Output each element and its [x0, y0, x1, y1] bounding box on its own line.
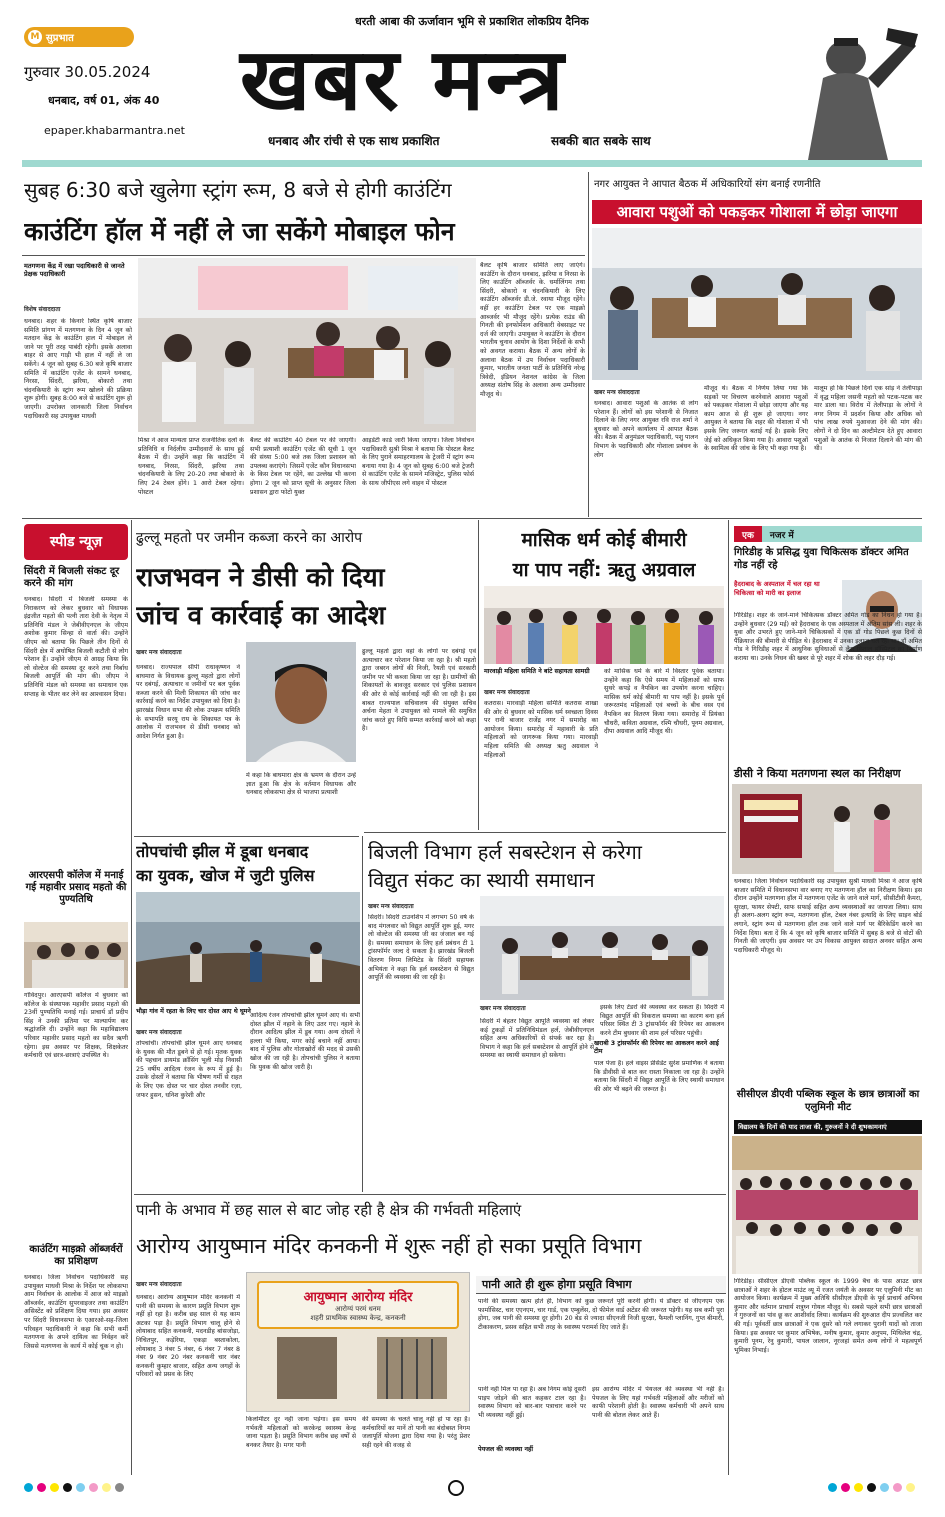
kankani-byline: खबर मन्त्र संवाददाता	[136, 1281, 182, 1288]
speed-h3: काउंटिंग माइक्रो ऑब्जर्वरों का प्रशिक्षण	[29, 1244, 123, 1267]
topchanchi-caption: भौड़ा गांव में रहता के लिए चार दोस्त आए थे घूमने	[136, 1008, 251, 1015]
bijli-col-2: सिंदरी में बेहतर विद्युत आपूर्ति व्यवस्था को लेकर कई टुकड़ों में प्रतिनिधिमंडल हर्ल, जेबीवीएनएल सहित अन्य अधिकारियों से संपर्क कर रहा है। विभाग ने कहा कि हर्ल सबस्टेशन से आपूर्ति होने से समस्या का स्थायी समाधान हो सकेगा।	[480, 1018, 594, 1060]
kankani-sub-headline: पानी आते ही शुरू होगा प्रसूति विभाग	[476, 1276, 726, 1294]
bijli-col-4: इसके लिए टेंडरों की व्यवस्था कर सकता है। सिंदरी में विद्युत आपूर्ति की विकराल समस्या का कारण बना हर्ल परिसर स्थित टी 3 ट्रांसफॉर्मर की रिपेयर का आकलन करने टीम बुधवार की शाम हर्ल परिसर पहुंची।	[600, 1004, 724, 1037]
right-kicker: नगर आयुक्त ने आपात बैठक में अधिकारियों संग बनाई रणनीति	[594, 179, 821, 190]
kankani-col-6: इस आरोग्य मंदिर में पेयजल की व्यवस्था भी नहीं है। पेयजल के लिए यहां गर्भवती महिलाओं और मरीजों को काफी परेशानी होती है। स्वास्थ्य कर्मचारी भी अपने साथ पानी की बोतल लेकर आते हैं।	[592, 1386, 724, 1419]
sign-line: शहरी प्राथमिक स्वास्थ्य केन्द्र, कनकनी	[310, 1314, 406, 1322]
masik-byline: खबर मन्त्र संवाददाता	[484, 689, 530, 696]
right-col-3: मालूम हो कि पिछले दिनों एक सांड़ ने तेलीपाड़ा में वृद्ध महिला जसनी महतो को पटक-पटक कर मार डाला था। विरोध में तेलीपाड़ा के लोगों ने नगर निगम में प्रदर्शन किया और अधिक को पांच लाख रुपये मुआवजा देने की मांग की। लोगों ने दो दिन का अल्टीमेटम देते हुए आवारा पशुओं के आतंक से निजात दिलाने की मांग की थी।	[814, 385, 922, 453]
kankani-kicker: पानी के अभाव में छह साल से बाट जोह रही है क्षेत्र की गर्भवती महिलाएं	[136, 1201, 522, 1219]
masik-photo-group	[484, 586, 724, 664]
giridih-headline: गिरिडीह के प्रसिद्ध युवा चिकित्सक डॉक्टर अमित गोड नहीं रहे	[734, 547, 909, 571]
lead-headline: काउंटिंग हॉल में नहीं ले जा सकेंगे मोबाइल फोन	[24, 217, 455, 246]
speed-h1: सिंदरी में बिजली संकट दूर करने की मांग	[24, 566, 120, 589]
tagline-top: धरती आबा की ऊर्जावान भूमि से प्रकाशित लोकप्रिय दैनिक	[355, 15, 589, 28]
rajbhavan-col-3: ढुल्लू महतो द्वारा वहां के लोगों पर दबंगई एवं अत्याचार कर परेशान किया जा रहा है। श्री महतो द्वारा जबरन लोगों की निजी, रैयती एवं सरकारी जमीन पर भी कब्जा किया जा रहा है। ग्रामीणों की शिकायतों के बावजूद सरकार एवं पुलिस प्रशासन की ओर से कोई कार्रवाई नहीं की जा रही है। इस बाबत राज्यपाल सचिवालय की संयुक्त सचिव अर्चना मेहता ने उपायुक्त को मामले की समुचित जांच करते हुए विधि सम्मत कार्रवाई करने को कहा है।	[362, 648, 476, 733]
speed-news-badge: स्पीड न्यूज़	[24, 524, 128, 560]
tag-a: एक	[734, 526, 762, 542]
topchanchi-col-2: आदित्य रंजन तोपचांची झील घूमने आए थे। सभी दोस्त झील में नहाने के लिए उतर गए। नहाने के दौरान आदित्य झील में डूब गया। अन्य दोस्तों ने हल्ला भी किया, मगर कोई बचाने नहीं आया। बाद में पुलिस और गोताखोरों की मदद से उसकी खोज की जा रही है। तोपचांची पुलिस ने बताया कि युवक की खोज जारी है।	[250, 1012, 360, 1071]
rajbhavan-byline: खबर मन्त्र संवाददाता	[136, 649, 182, 656]
topchanchi-lake-photo	[136, 892, 360, 1004]
right-photo-meeting	[592, 228, 922, 380]
dav-col: गिरिडीह। सीसीएल डीएवी पब्लिक स्कूल के 1999 बैच के पास आउट छात्र छात्राओं ने शहर के होटल माउंट व्यू में रजत जयंती के अवसर पर एलुमिनी मीट का आयोजन किया। कार्यक्रम में मुख्य अतिथि सीसीएल डीएवी के पूर्व प्राचार्य अभिनव कुमार और वर्तमान प्राचार्य शत्रुघ्न गोयल मौजूद थे। सबसे पहले सभी छात्र छात्राओं ने गुरुजनों का पांव छू कर आशीर्वाद लिया। कार्यक्रम की शुरुआत दीप प्रज्वलित कर की गई। पूर्ववर्ती छात्र छात्राओं ने एक दूसरे को गले लगाकर पुरानी यादों को ताजा किया। इस अवसर पर कुमार अभिषेक, मनीष कुमार, कुमार अनुपम, मिथिलेश चंद्र, कुमारी पूनम, रेनु कुमारी, पायल जालान, नूरजहां समेत अन्य लोगों ने महत्वपूर्ण भूमिका निभाई।	[734, 1278, 922, 1354]
kankani-col-4: पानी की समस्या खत्म होते ही, विभाग को कुछ जरूरतें पूरी करनी होंगी। ये डॉक्टर से जीएनएम एक फार्मासिस्ट, चार एएनएम, चार गार्ड, एक एम्बुलेंस, दो फीमेल वार्ड अटेंडर की जरूरत पड़ेगी। यह सब कमी पूरा होगा, जब पानी की समस्या दूर होगी। 20 बेड से ज्यादा सीएनजी निजी सुरक्षा, फैमली प्लानिंग, गुप्त बीमारी, टीकाकरण, प्रसव सहित सभी तरह के स्वास्थ्य परामर्श दिए जाते हैं।	[478, 1298, 724, 1331]
speed-h2: आरएसपी कॉलेज में मनाई गई महावीर प्रसाद महतो की पुण्यतिथि	[25, 870, 127, 905]
masthead-rule	[22, 160, 922, 167]
ek-nazar-tag	[734, 526, 922, 542]
bijli-headline-2: विद्युत संकट का स्थायी समाधान	[368, 868, 595, 892]
m-logo-icon: M	[28, 30, 42, 44]
speed-photo-tribute	[24, 922, 128, 988]
topchanchi-byline: खबर मन्त्र संवाददाता	[136, 1029, 182, 1036]
kankani-col-1: धनबाद। आरोग्य आयुष्मान मंदिर कनकनी में पानी की समस्या के कारण प्रसूति विभाग शुरू नहीं हो रहा है। करीब छह साल से यह काम अटका पड़ा है। प्रसूति विभाग चालू होने से लोयाबाद सहित कनकनी, मदनडीह बांसजोड़ा, निचितपुर, कड़ेरिया, एकड़ा बस्ताकोला, लोयाबाद 3 नंबर 5 नंबर, 6 नंबर 7 नंबर 8 नंबर 9 नंबर 20 नंबर कनकनी चार नंबर कनकनी कुम्हार बाजार, सहित अन्य जगहों के परिवारों को प्रसव के लिए	[136, 1294, 240, 1379]
dc-col: धनबाद। जिला निर्वाचन पदाधिकारी सह उपायुक्त सुश्री माधवी मिश्रा ने आज कृषि बाजार समिति में विधानसभा वार बनाए गए मतगणना हॉल का निरीक्षण किया। इस दौरान उन्होंने मतगणना हॉल में मतगणना एजेंट के जाने वाले मार्ग, सीसीटीवी कैमरा, सुरक्षा, फायर सेफ्टी, साफ सफाई सहित अन्य व्यवस्थाओं का जायजा लिया। साथ ही अलग-अलग स्ट्रांग रूम, मतगणना हॉल, टेबल नंबर इत्यादि के लिए साइन बोर्ड लगाने, स्ट्रांग रूम से मतगणना हॉल तक जाने वाले मार्ग पर बैरिकेडिंग करने का निर्देश दिया। बता दें कि 4 जून को कृषि बाजार समिति में सुबह 8 बजे से वोटों की गिनती की जाएगी। इस अवसर पर उप विकास आयुक्त सादात अनवर सहित अन्य पदाधिकारी मौजूद थे।	[734, 878, 922, 954]
bijli-photo-caption: खबर मन्त्र संवाददाता	[480, 1005, 526, 1012]
dav-headline: सीसीएल डीएवी पब्लिक स्कूल के छात्र छात्राओं का एलुमिनी मीट	[736, 1089, 920, 1113]
rule	[134, 1194, 726, 1195]
topchanchi-headline-1: तोपचांची झील में डूबा धनबाद	[136, 842, 309, 861]
rule	[362, 836, 363, 1192]
speed-t2: गोविंदपुर। आरएसपी कॉलेज में बुधवार को कॉलेज के संस्थापक महावीर प्रसाद महतो की 23वीं पुण्यतिथि मनाई गई। प्राचार्य डॉ प्रदीप सिंह ने उनकी प्रतिमा पर माल्यार्पण कर श्रद्धांजलि दी। उन्होंने कहा कि महाविद्यालय परिवार महावीर प्रसाद महतो का सदैव ऋणी रहेगा। इस अवसर पर शिक्षक, शिक्षकेतर कर्मचारी एवं छात्र-छात्राएं उपस्थित थे।	[24, 992, 128, 1060]
sign-title: आयुष्मान आरोग्य मंदिर	[303, 1290, 413, 1305]
registration-dots-left	[24, 1483, 124, 1492]
bijli-col-1: सिंदरी। सिंदरी टाउनशिप में लगभग 50 वर्ष के बाद मंगलवार को विद्युत आपूर्ति शुरू हुई, मगर लो वोल्टेज की समस्या जी का जंजाल बन गई है। समस्या समाधान के लिए हर्ल प्रबंधन टी 1 ट्रांसफॉर्मर जल्द दे सकता है। झारखंड बिजली वितरण निगम लिमिटेड के सिंदरी सहायक अभियंता ने कहा कि हर्ल सबस्टेशन से विद्युत आपूर्ति की व्यवस्था की जा रही है।	[368, 914, 474, 982]
masik-col-2: को मासिक धर्म के बारे में विस्तार पूर्वक बताया। उन्होंने कहा कि ऐसे समय में महिलाओं को साफ सुथरे कपड़े व नैपकिन का उपयोग करना चाहिए। मासिक धर्म कोई बीमारी या पाप नहीं है। इसके पूर्व जरूरतमंद महिलाओं एवं बच्चों के बीच वस्त्र एवं नैपकिन का वितरण किया गया। समारोह में प्रियंका चौधरी, कविता अग्रवाल, रश्मि चौधरी, पूनम अग्रवाल, दीपा अग्रवाल आदि मौजूद थी।	[604, 668, 724, 736]
slogan: सबकी बात सबके साथ	[551, 134, 651, 148]
tag-b: नजर में	[762, 526, 922, 542]
issue-date: गुरुवार 30.05.2024	[24, 63, 151, 81]
speed-t1: धनबाद। सिंदरी में बिजली समस्या के निराकरण को लेकर बुधवार को विधायक इंद्रजीत महतो की पत्नी तारा देवी के नेतृत्व में प्रतिनिधि मंडल ने जेबीवीएनएल के जीएम अशोक कुमार सिन्हा से वार्ता की। उन्होंने जीएम को बताया कि पिछले तीन दिनों से सिंदरी क्षेत्र में अघोषित बिजली कटौती से लोग परेशान हैं। उन्होंने जीएम से आग्रह किया कि लो वोल्टेज की समस्या दूर करने तथा निर्बाध बिजली आपूर्ति की मांग की। जीएम ने प्रतिनिधि मंडल को समस्या का समाधान एक सप्ताह के भीतर कर लेने का आश्वासन दिया।	[24, 596, 128, 698]
lead-col-4: आइडेंटी कार्ड जारी किया जाएगा। जिला निर्वाचन पदाधिकारी सुश्री मिश्रा ने बताया कि पोस्टल बैलट के लिए पुराने समाहरणालय के ट्रेजरी में स्ट्रांग रूम बनाया गया है। 4 जून को सुबह 6:00 बजे ट्रेजरी से काउंटिंग एजेंट के सामने मजिस्ट्रेट, पुलिस फोर्स के साथ जीपीएस लगे वाहन में पोस्टल	[362, 437, 474, 487]
right-col-1: धनबाद। आवारा पशुओं के आतंक से लोग परेशान हैं। लोगों को इस परेशानी से निजात दिलाने के लिए नगर आयुक्त रवि राज शर्मा ने बुधवार को अपने कार्यालय में आपात बैठक की। बैठक में अनुमंडल पदाधिकारी, पशु पालन विभाग के पदाधिकारी और गोशाला प्रबंधन के लोग	[594, 400, 698, 459]
rajbhavan-col-2: में कहा कि बाघमारा क्षेत्र के भ्रमण के दौरान उन्हें ज्ञात हुआ कि क्षेत्र के वर्तमान विधायक और धनबाद लोकसभा क्षेत्र से भाजपा प्रत्याशी	[246, 772, 356, 797]
lead-col-1: धनबाद। शहर के किनारे स्थित कृषि बाजार समिति प्रांगण में मतगणना के दिन 4 जून को मतदान केंद्र के काउंटिंग हाल में मोबाइल ले जाने पर पूरी तरह पाबंदी रहेगी। इसके अलावा बाहर से आए गाड़ी भी हाल में नहीं ले जा सकेंगे। 4 जून को सुबह 6.30 बजे कृषि बाजार समिति में काउंटिंग एजेंट के सामने धनबाद, निरसा, सिंदरी, झरिया, बोकारो तथा चंदनकियारी के स्ट्रांग रूम खोलने की प्रक्रिया शुरू होगी। सुबह 8:00 बजे से काउंटिंग शुरू हो जाएगी। उपरोक्त जानकारी जिला निर्वाचन पदाधिकारी सह उपायुक्त माधवी	[24, 318, 132, 420]
dav-caption: विद्यालय के दिनों की याद ताजा की, गुरुजनों ने दी शुभकामनाएं	[734, 1120, 922, 1134]
rule	[588, 172, 589, 517]
rule	[728, 520, 729, 1475]
bijli-headline-1: बिजली विभाग हर्ल सबस्टेशन से करेगा	[368, 840, 642, 864]
lead-byline: विशेष संवाददाता	[24, 306, 61, 313]
rule	[131, 520, 132, 1475]
rule	[22, 518, 922, 519]
masik-headline-2: या पाप नहीं: ऋतु अग्रवाल	[512, 559, 696, 581]
kankani-sign-photo	[246, 1272, 470, 1412]
bijli-caption-2: खराबी 3 ट्रांसफॉर्मर की रिपेयर का आकलन करने आई टीम	[594, 1040, 719, 1055]
brand-tag: सुप्रभात	[46, 33, 74, 44]
giridih-col: गिरिडीह। शहर के जाने-माने चिकित्सक डॉक्टर अमित गोड का निधन हो गया है। उन्होंने बुधवार (29 मई) को हैदराबाद के एक अस्पताल में अंतिम सांस ली। शहर के युवा और उभरते हुए जाने-माने चिकित्सकों में एक डॉ गोड पिछले कुछ दिनों से पैंक्रियाज की बीमारी से पीड़ित थे। हैदराबाद में उनका इलाज चल रहा था। डॉ अमित गोड ने गिरिडीह शहर में आधुनिक सुविधाओं से लैस विशाल हॉस्पिटल का निर्माण कराया था। उनके निधन की खबर से पूरे शहर में शोक की लहर दौड़ गई।	[734, 612, 922, 662]
dc-inspection-photo	[732, 784, 922, 874]
bijli-byline: खबर मन्त्र संवाददाता	[368, 903, 414, 910]
right-byline: खबर मन्त्र संवाददाता	[594, 389, 640, 396]
kankani-col-5: पानी नहीं मिल पा रहा है। अब निगम कोई दूसरी पाइप जोड़ने की बात कहकर टाल रहा है। स्वास्थ्य विभाग को बार-बार पत्राचार करने पर भी व्यवस्था नहीं हुई।	[478, 1386, 586, 1419]
right-col-2: मौजूद थे। बैठक में निर्णय लिया गया कि सड़कों पर विचरण करनेवाले आवारा पशुओं को पकड़कर गोशाला में छोड़ा जाएगा और यह काम आज से ही शुरू हो जाएगा। नगर आयुक्त ने बताया कि शहर की गोशाला में भी इसके लिए जरूरत बताई गई है। इसके लिए जेई को अधिकृत किया गया है। आवारा पशुओं के स्वामित्व की जांच के लिए भी कहा गया है।	[704, 385, 808, 453]
rule	[134, 836, 359, 837]
lead-col-5: बैलट कृषि बाजार समिति लाए जाएंगे। काउंटिंग के दौरान धनबाद, झरिया व निरसा के लिए काउंटिंग ऑब्जर्वर के. धर्मालिंगम तथा सिंदरी, बोकारो व चंदनकियारी के लिए काउंटिंग ऑब्जर्वर डी.जे. रवाया मौजूद रहेंगे। वहीं हर काउंटिंग टेबल पर एक माइक्रो आब्जर्वर भी मौजूद रहेंगे। प्रत्येक राउंड की गिनती की इनफोर्मेशन अधिकारी वेबसाइट पर दर्ज की जाएगी। उपायुक्त ने काउंटिंग के दौरान भारतीय चुनाव आयोग के दिशा निर्देशों के सभी को अवगत कराया। बैठक में अन्य लोगों के अलावा बैठक में उप निर्वाचन पदाधिकारी कुमार, भारतीय जनता पार्टी के प्रतिनिधि नरेन्द्र त्रिवेदी, इंडियन नेशनल कांग्रेस के जिला अध्यक्ष संतोष सिंह के अलावा अन्य उम्मीदवार मौजूद थे।	[480, 262, 585, 398]
miner-statue-image	[768, 18, 920, 160]
giridih-sub: हैदराबाद के अस्पताल में चल रहा था चिकित्सा को मारी का इलाज	[734, 580, 820, 597]
topchanchi-col-1: तोपचांची। तोपचांची झील घूमने आए धनबाद के युवक की मौत डूबने से हो गई। मृतक युवक की पहचान डायमंड क्रॉसिंग भूली मोड़ निवासी 25 वर्षीय आदित्य रंजन के रूप में हुई है। उसके दोस्तों ने बताया कि भीषण गर्मी से राहत के लिए एक दोस्त पर चार दोस्त तनवीर रज़ा, जफर हुसन, धनिश कुरेशी और	[136, 1040, 242, 1099]
speed-t3: धनबाद। जिला निर्वाचन पदाधिकारी सह उपायुक्त माधवी मिश्रा के निर्देश पर लोकसभा आम निर्वाचन के आलोक में आज को माइक्रो ऑब्जर्वर, काउंटिंग सुपरवाइजर तथा काउंटिंग असिस्टेंट को प्रशिक्षण दिया गया। इस अवसर पर सिंदरी विधानसभा के एआरओ-सह-जिला परिवहन पदाधिकारी ने कहा कि सभी कर्मी मतगणना के अपने दायित्व का निर्वहन करें जिससे मतगणना के कार्य में कोई चूक न हो।	[24, 1274, 128, 1350]
rajbhavan-headline-2: जांच व कार्रवाई का आदेश	[136, 601, 386, 631]
bijli-col-3: पाल पेजा है। हर्ल वाइस प्रेसिडेंट सुरेश प्रमाणिक ने बताया कि डीवीसी से बात कर रास्ता निकाला जा रहा है। उन्होंने बताया कि सिंदरी में विद्युत आपूर्ति के लिए स्थायी समाधान की ओर भी बढ़ने की जरूरत है।	[594, 1060, 724, 1093]
lead-photo-meeting	[138, 258, 476, 432]
masik-headline-1: मासिक धर्म कोई बीमारी	[521, 529, 687, 551]
right-headline: आवारा पशुओं को पकड़कर गोशाला में छोड़ा जाएगा	[592, 200, 922, 224]
kankani-headline: आरोग्य आयुष्मान मंदिर कनकनी में शुरू नहीं हो सका प्रसूति विभाग	[136, 1234, 642, 1258]
edition: धनबाद, वर्ष 01, अंक 40	[48, 94, 160, 107]
newspaper-title: खबर मन्त्र	[240, 30, 566, 130]
website: epaper.khabarmantra.net	[44, 124, 185, 137]
rajbhavan-col-1: धनबाद। राज्यपाल सीपी राधाकृष्णन ने बाघमारा के विधायक ढुल्लू महतो द्वारा लोगों पर दबंगई, अत्याचार व जमीनों पर बल पूर्वक कब्जा करने की मिली शिकायत की जांच कर कार्रवाई करने का निर्देश उपायुक्त को दिया है। झारखंड विधान सभा की लोक उपक्रम समिति के सभापति सरयू राय के शिकायत पत्र के आलोक में राजभवन से डीसी धनबाद को आदेश निर्गत हुआ है।	[136, 664, 240, 740]
kankani-col-3: की समस्या के चलते चालू नहीं हो पा रहा है। कर्मचारियों का मानें तो पानी का बंदोबस्त निगम जलापूर्ति योजना द्वारा दिया गया है। परंतु प्रेशर सही रहने की वजह से	[362, 1416, 470, 1449]
kankani-caption: पेयजल की व्यवस्था नहीं	[478, 1446, 533, 1453]
registration-mark-icon	[448, 1480, 464, 1496]
rule	[364, 832, 726, 833]
masik-caption: मारवाड़ी महिला समिति ने बांटे सहायता सामग्री	[484, 668, 590, 675]
rule	[478, 520, 479, 830]
dc-headline: डीसी ने किया मतगणना स्थल का निरीक्षण	[734, 767, 901, 780]
bijli-meeting-photo	[480, 896, 724, 1000]
rajbhavan-kicker: ढुल्लू महतो पर जमीन कब्जा करने का आरोप	[136, 530, 363, 546]
sign-board	[257, 1281, 459, 1329]
sign-sub: आरोग्यं परमं धनम	[335, 1305, 381, 1313]
subline: धनबाद और रांची से एक साथ प्रकाशित	[268, 134, 440, 148]
lead-col-3: बैलट की काउंटिंग 40 टेबल पर की जाएगी। सभी प्रत्याशी काउंटिंग एजेंट की सूची 1 जून की संध्या 5:00 बजे तक जिला प्रशासन को उपलब्ध कराएंगे। जिसमें एजेंट कौन विधानसभा के किस टेबल पर रहेंगे, का उल्लेख भी करना होगा। 2 जून को प्राप्त सूची के अनुसार जिला प्रशासन द्वारा फोटो युक्त	[250, 437, 356, 496]
masik-col-1: कतरास। मारवाड़ी महिला समिति कतरास शाखा की ओर से बुधवार को मासिक धर्म स्वच्छता दिवस पर रानी बाजार राजेंद्र नगर में समारोह का आयोजन किया। समारोह में महावारी के प्रति महिलाओं को जागरूक किया गया। मारवाड़ी महिला समिति की अध्यक्ष ऋतु अग्रवाल ने महिलाओं	[484, 700, 598, 759]
rajbhavan-headline-1: राजभवन ने डीसी को दिया	[136, 563, 385, 593]
kankani-col-2: किलोमीटर दूर नहीं जाना पड़ेगा। इस समय गर्भवती महिलाओं को करकेन्द्र स्वास्थ्य केन्द्र जाना पड़ता है। प्रसूति विभाग करीब छह वर्षों से बनकर तैयार है। मगर पानी	[246, 1416, 356, 1449]
rajbhavan-photo-portrait	[246, 642, 356, 762]
lead-side-note: मतगणना केंद्र में रखा पदाधिकारी से जानते प्रेक्षक पदाधिकारी	[24, 262, 125, 278]
lead-kicker: सुबह 6:30 बजे खुलेगा स्ट्रांग रूम, 8 बजे से होगी काउंटिंग	[24, 178, 452, 202]
dav-alumni-photo	[732, 1136, 922, 1274]
registration-dots-right	[828, 1483, 915, 1492]
rule	[22, 255, 585, 256]
topchanchi-headline-2: का युवक, खोज में जुटी पुलिस	[136, 866, 315, 885]
brand-badge	[24, 27, 134, 47]
lead-col-2: मिश्रा ने आज मान्यता प्राप्त राजनीतिक दलों के प्रतिनिधि व निर्दलीय उम्मीदवारों के साथ हुई बैठक में दी। उन्होंने कहा कि काउंटिंग में धनबाद, निरसा, सिंदरी, झरिया तथा चंदनकियारी के लिए 20-20 तथा बोकारो के लिए 24 टेबल होंगे। 1 आरो टेबल रहेगा। पोस्टल	[138, 437, 244, 496]
